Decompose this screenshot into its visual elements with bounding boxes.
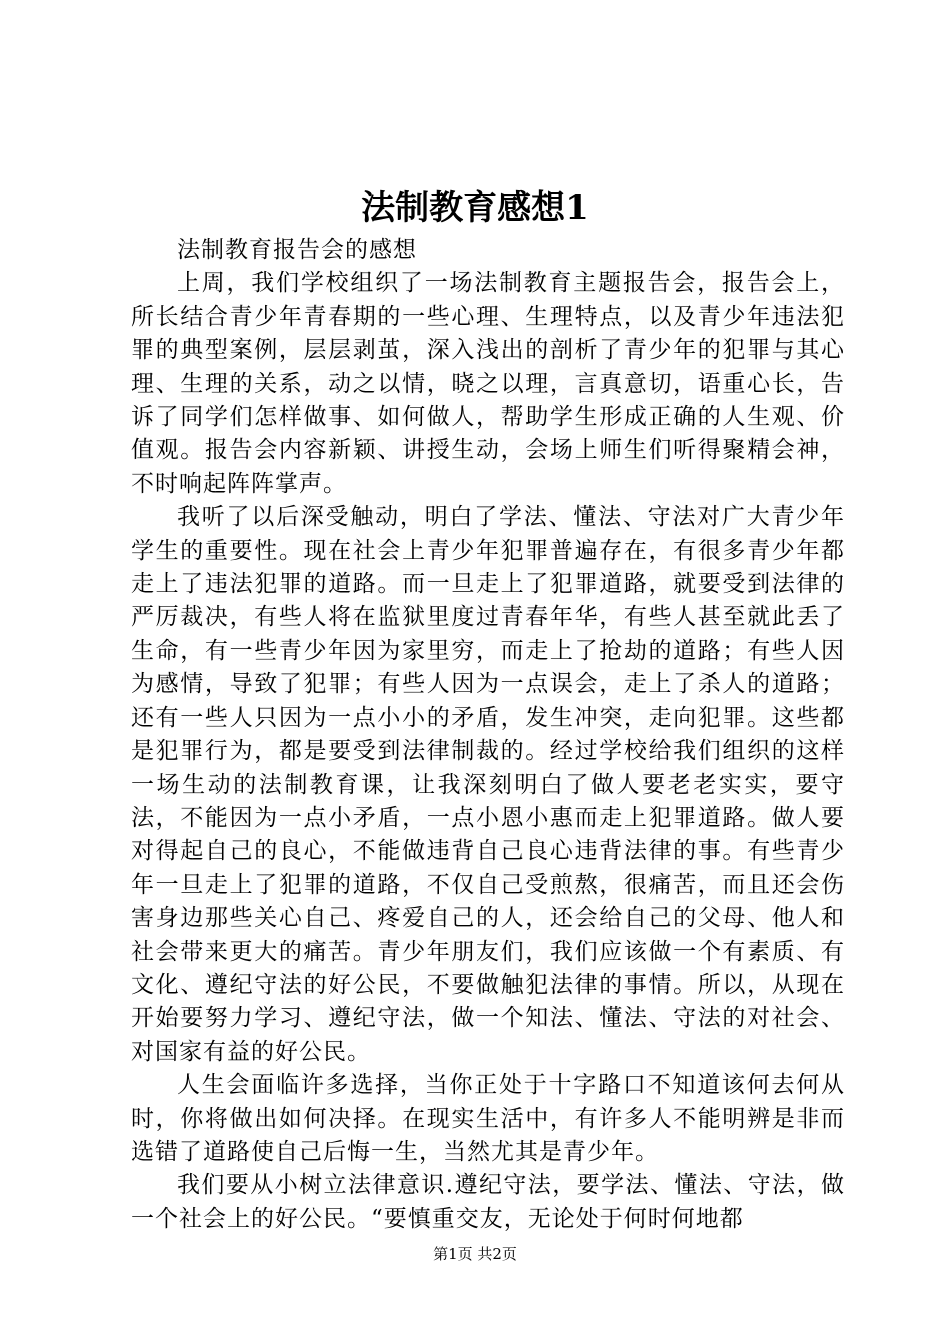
paragraph: 我们要从小树立法律意识.遵纪守法，要学法、懂法、守法，做一个社会上的好公民。“要慎重交友，无论处于何时何地都 — [131, 1172, 845, 1232]
paragraph-subtitle: 法制教育报告会的感想 — [177, 237, 417, 263]
paragraph: 上周，我们学校组织了一场法制教育主题报告会，报告会上，所长结合青少年青春期的一些心理、生理特点，以及青少年违法犯罪的典型案例，层层剥茧，深入浅出的剖析了青少年的犯罪与其心理、生理的关系，动之以情，晓之以理，言真意切，语重心长，告诉了同学们怎样做事、如何做人，帮助学生形成正确的人生观、价值观。报告会内容新颖、讲授生动，会场上师生们听得聚精会神，不时响起阵阵掌声。 — [131, 270, 845, 497]
document-title: 法制教育感想1 — [361, 188, 589, 228]
document-body — [131, 234, 845, 1236]
page-footer: 第1页 共2页 — [433, 1245, 517, 1263]
paragraph: 人生会面临许多选择，当你正处于十字路口不知道该何去何从时，你将做出如何决择。在现实生活中，有许多人不能明辨是非而选错了道路使自己后悔一生，当然尤其是青少年。 — [131, 1072, 845, 1165]
paragraph: 我听了以后深受触动，明白了学法、懂法、守法对广大青少年学生的重要性。现在社会上青少年犯罪普遍存在，有很多青少年都走上了违法犯罪的道路。而一旦走上了犯罪道路，就要受到法律的严厉裁决，有些人将在监狱里度过青春年华，有些人甚至就此丢了生命，有一些青少年因为家里穷，而走上了抢劫的道路；有些人因为感情，导致了犯罪；有些人因为一点误会，走上了杀人的道路；还有一些人只因为一点小小的矛盾，发生冲突，走向犯罪。这些都是犯罪行为，都是要受到法律制裁的。经过学校给我们组织的这样一场生动的法制教育课，让我深刻明白了做人要老老实实，要守法，不能因为一点小矛盾，一点小恩小惠而走上犯罪道路。做人要对得起自己的良心，不能做违背自己良心违背法律的事。有些青少年一旦走上了犯罪的道路，不仅自己受煎熬，很痛苦，而且还会伤害身边那些关心自己、疼爱自己的人，还会给自己的父母、他人和社会带来更大的痛苦。青少年朋友们，我们应该做一个有素质、有文化、遵纪守法的好公民，不要做触犯法律的事情。所以，从现在开始要努力学习、遵纪守法，做一个知法、懂法、守法的对社会、对国家有益的好公民。 — [131, 504, 845, 1065]
